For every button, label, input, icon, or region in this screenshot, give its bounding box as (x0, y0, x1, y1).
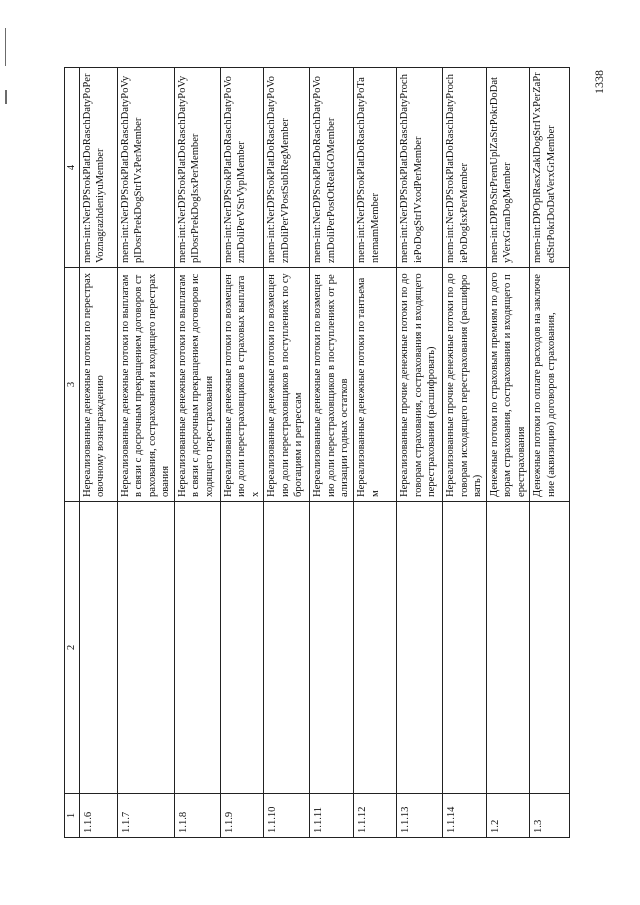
table-row (117, 68, 174, 838)
row-name-cell (530, 502, 570, 794)
table-row (397, 68, 443, 838)
table-row (354, 68, 397, 838)
row-description-cell: Нереализованные денежные потоки по тантьемам (354, 268, 397, 502)
row-number-cell: 1.1.9 (220, 794, 264, 838)
row-number-cell: 1.1.6 (79, 794, 117, 838)
row-description-cell: Нереализованные денежные потоки по выплатам в связи с досрочным прекращением договоров страхования, сострахования и входящего перестрахования (117, 268, 174, 502)
table-row (443, 68, 487, 838)
table-header-row (65, 68, 80, 838)
rotated-page-content (64, 68, 602, 838)
row-member-cell: mem-int:NerDPSrokPlatDoRaschDatyProchiePoDogStrIVxodPerMember (397, 68, 443, 268)
row-description-cell: Нереализованные денежные потоки по перестраховочному вознаграждению (79, 268, 117, 502)
row-description-cell: Денежные потоки по страховым премиям по договорам страхования, сострахования и входящего перестрахования (486, 268, 530, 502)
row-name-cell (486, 502, 530, 794)
row-number-cell: 1.1.13 (397, 794, 443, 838)
table-row (79, 68, 117, 838)
row-member-cell: mem-int:NerDPSrokPlatDoRaschDatyPoVyplDosrPrekDogIsxPerMember (174, 68, 220, 268)
row-name-cell (443, 502, 487, 794)
row-member-cell: mem-int:NerDPSrokPlatDoRaschDatyProchiePoDogIsxPerMember (443, 68, 487, 268)
row-number-cell: 1.1.11 (310, 794, 354, 838)
table-row (264, 68, 310, 838)
page-number-text: 1338 (592, 70, 606, 94)
row-description-cell: Нереализованные денежные потоки по возмещению доли перестраховщиков в страховых выплатах (220, 268, 264, 502)
table-row (174, 68, 220, 838)
row-name-cell (220, 502, 264, 794)
row-member-cell: mem-int:DPPoStrPremUplZaStrPokrDoDatyVerxGranDogMember (486, 68, 530, 268)
column-header: 3 (65, 268, 80, 502)
row-name-cell (310, 502, 354, 794)
table-row (220, 68, 264, 838)
row-number-cell: 1.1.8 (174, 794, 220, 838)
table-row (530, 68, 570, 838)
scan-edge-mark (5, 90, 7, 104)
row-description-cell: Нереализованные прочие денежные потоки по договорам исходящего перестрахования (расшифровать) (443, 268, 487, 502)
row-number-cell: 1.1.7 (117, 794, 174, 838)
row-member-cell: mem-int:DPOplRasxZaklDogStrIVxPerZaPredStrPokrDoDatVerxGrMember (530, 68, 570, 268)
row-name-cell (264, 502, 310, 794)
row-member-cell: mem-int:NerDPSrokPlatDoRaschDatyPoTantemamMember (354, 68, 397, 268)
table-body (79, 68, 570, 838)
column-header: 2 (65, 502, 80, 794)
row-name-cell (397, 502, 443, 794)
table-row (310, 68, 354, 838)
row-number-cell: 1.1.12 (354, 794, 397, 838)
row-number-cell: 1.1.10 (264, 794, 310, 838)
row-member-cell: mem-int:NerDPSrokPlatDoRaschDatyPoVozmDoliPerPostOtRealGOMember (310, 68, 354, 268)
row-name-cell (354, 502, 397, 794)
row-name-cell (174, 502, 220, 794)
row-member-cell: mem-int:NerDPSrokPlatDoRaschDatyPoVyplDosrPrekDogStrIVxPerMember (117, 68, 174, 268)
column-header: 4 (65, 68, 80, 268)
row-name-cell (79, 502, 117, 794)
row-member-cell: mem-int:NerDPSrokPlatDoRaschDatyPoVozmDoliPerVPostSubIRegMember (264, 68, 310, 268)
page-number (588, 48, 618, 108)
row-name-cell (117, 502, 174, 794)
row-description-cell: Нереализованные денежные потоки по возмещению доли перестраховщиков в поступлениях от реализации годных остатков (310, 268, 354, 502)
row-number-cell: 1.3 (530, 794, 570, 838)
row-number-cell: 1.1.14 (443, 794, 487, 838)
members-table (64, 67, 570, 838)
column-header: 1 (65, 794, 80, 838)
row-description-cell: Нереализованные денежные потоки по выплатам в связи с досрочным прекращением договоров исходящего перестрахования (174, 268, 220, 502)
row-description-cell: Денежные потоки по оплате расходов на заключение (аквизицию) договоров страхования, (530, 268, 570, 502)
row-description-cell: Нереализованные прочие денежные потоки по договорам страхования, сострахования и входящего перестрахования (расшифровать) (397, 268, 443, 502)
scan-edge-mark (5, 28, 6, 66)
row-member-cell: mem-int:NerDPSrokPlatDoRaschDatyPoPerVoznagrazhdeniyuMember (79, 68, 117, 268)
row-number-cell: 1.2 (486, 794, 530, 838)
row-member-cell: mem-int:NerDPSrokPlatDoRaschDatyPoVozmDoliPerVStrVyplMember (220, 68, 264, 268)
table-row (486, 68, 530, 838)
row-description-cell: Нереализованные денежные потоки по возмещению доли перестраховщиков в поступлениях по суброгациям и регрессам (264, 268, 310, 502)
